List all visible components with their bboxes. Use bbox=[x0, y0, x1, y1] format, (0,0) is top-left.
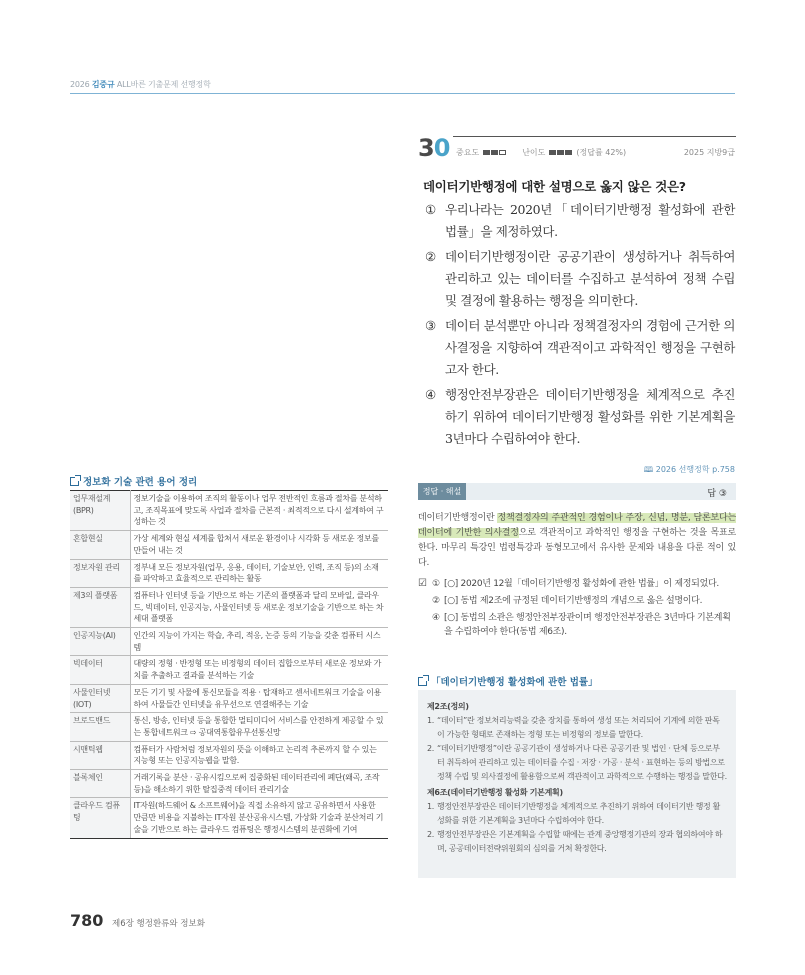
question-number-digit2: 0 bbox=[433, 134, 450, 162]
glossary-table bbox=[70, 490, 388, 839]
glossary-term: 인공지능(AI) bbox=[70, 628, 130, 656]
question-number bbox=[418, 134, 453, 162]
table-row bbox=[70, 798, 388, 838]
law-section-heading: 제6조(데이터기반행정 활성화 기본계획) bbox=[427, 788, 563, 797]
external-link-icon bbox=[70, 477, 79, 486]
law-item-text: 행정안전부장관은 기본계획을 수립할 때에는 관계 중앙행정기관의 장과 협의하여야 하며, 공공데이터전략위원회의 심의를 거쳐 확정한다. bbox=[437, 830, 723, 853]
glossary-desc: 컴퓨터나 인터넷 등을 기반으로 하는 기존의 플랫폼과 달리 모바일, 클라우드, 빅데이터, 인공지능, 사물인터넷 등 새로운 정보기술을 기반으로 하는 차세대 플랫폼 bbox=[130, 587, 388, 627]
glossary-title bbox=[70, 474, 197, 488]
glossary-desc: 통신, 방송, 인터넷 등을 통합한 멀티미디어 서비스를 안전하게 제공할 수 있는 통합네트워크 ⇨ 공대역통합유무선통신망 bbox=[130, 713, 388, 741]
law-title bbox=[418, 674, 598, 688]
glossary-desc: 가상 세계와 현실 세계를 합쳐서 새로운 환경이나 시각화 등 새로운 정보를 만들어 내는 것 bbox=[130, 531, 388, 559]
check-placeholder bbox=[418, 611, 432, 639]
glossary-term: 제3의 플랫폼 bbox=[70, 587, 130, 627]
chapter-title: 제6장 행정환류와 정보화 bbox=[112, 919, 205, 929]
glossary-term: 브로드밴드 bbox=[70, 713, 130, 741]
check-placeholder bbox=[418, 594, 432, 608]
glossary-desc: IT자원(하드웨어 & 소프트웨어)을 직접 소유하지 않고 공유하면서 사용한 만큼만 비용을 지불하는 IT자원 분산공유시스템, 가상화 기술과 분산처리 기술을 기반으로 하는 클라우드 컴퓨팅은 행정시스템의 분권화에 기여 bbox=[130, 798, 388, 838]
glossary-title-text: 정보화 기술 관련 용어 정리 bbox=[83, 477, 198, 488]
page-number: 780 bbox=[70, 911, 104, 930]
external-link-icon bbox=[418, 677, 427, 686]
law-section-heading: 제2조(정의) bbox=[427, 702, 469, 711]
option-4 bbox=[425, 384, 735, 450]
option-text: 데이터기반행정이란 공공기관이 생성하거나 취득하여 관리하고 있는 데이터를 수집하고 분석하여 정책 수립 및 결정에 활용하는 행정을 의미한다. bbox=[445, 249, 735, 308]
glossary-term: 업무재설계 (BPR) bbox=[70, 491, 130, 531]
answer-item-text: [○] 2020년 12월「데이터기반행정 활성화에 관한 법률」이 제정되었다. bbox=[444, 579, 719, 589]
glossary-desc: 대량의 정형 · 반정형 또는 비정형의 데이터 집합으로부터 새로운 정보와 가치를 추출하고 결과를 분석하는 기술 bbox=[130, 656, 388, 684]
law-item-text: 행정안전부장관은 데이터기반행정을 체계적으로 추진하기 위하여 데이터기반 행정 활성화를 위한 기본계획을 3년마다 수립하여야 한다. bbox=[437, 802, 721, 825]
option-mark: ④ bbox=[425, 387, 436, 402]
textbook-reference: 🕮 2026 선행정학 p.758 bbox=[643, 465, 735, 474]
answer-label: 답 ③ bbox=[707, 489, 727, 499]
glossary-desc: 정보기술을 이용하여 조직의 활동이나 업무 전반적인 흐름과 절차를 분석하고, 조직목표에 맞도록 사업과 절차를 근본적 · 최적적으로 다시 설계하여 구성하는 것 bbox=[130, 491, 388, 531]
glossary-term: 클라우드 컴퓨팅 bbox=[70, 798, 130, 838]
answer-item-1 bbox=[418, 577, 738, 591]
glossary-desc: 정부내 모든 정보자원(업무, 응용, 데이터, 기술보안, 인력, 조직 등)의 소재를 파악하고 효율적으로 관리하는 활동 bbox=[130, 559, 388, 587]
question-meta bbox=[456, 147, 626, 158]
law-item bbox=[427, 828, 727, 856]
question-stem: 데이터기반행정에 대한 설명으로 옳지 않은 것은? bbox=[423, 179, 686, 194]
option-text: 우리나라는 2020년「데이터기반행정 활성화에 관한 법률」을 제정하였다. bbox=[445, 202, 735, 239]
option-text: 행정안전부장관은 데이터기반행정을 체계적으로 추진하기 위하여 데이터기반행정 활성화를 위한 기본계획을 3년마다 수립하여야 한다. bbox=[445, 387, 735, 446]
importance-label: 중요도 bbox=[456, 148, 480, 157]
option-2 bbox=[425, 246, 735, 312]
law-item bbox=[427, 714, 727, 742]
running-head bbox=[70, 79, 211, 90]
table-row bbox=[70, 491, 388, 531]
difficulty-label: 난이도 bbox=[522, 148, 546, 157]
law-item bbox=[427, 742, 727, 784]
law-item-text: “데이터기반행정”이란 공공기관이 생성하거나 다른 공공기관 및 법인 · 단체 등으로부터 취득하여 관리하고 있는 데이터를 수집 · 저장 · 가공 · 분석 · 표현하는 등의 방법으로 정책 수립 및 의사결정에 활용함으로써 객관적이고 과학적으로 수행하는 행정을 말한다. bbox=[437, 744, 727, 781]
table-row bbox=[70, 684, 388, 712]
glossary-desc: 모든 기기 및 사물에 통신모듈을 적용 · 탑재하고 센서네트워크 기술을 이용하여 사물들간 인터넷을 유무선으로 연결해주는 기술 bbox=[130, 684, 388, 712]
option-mark: ② bbox=[425, 249, 436, 264]
running-head-year: 2026 bbox=[70, 80, 90, 89]
answer-item-num: ① bbox=[432, 579, 440, 589]
glossary-term: 블록체인 bbox=[70, 770, 130, 798]
glossary-desc: 인간의 지능이 가지는 학습, 추리, 적응, 논증 등의 기능을 갖춘 컴퓨터 시스템 bbox=[130, 628, 388, 656]
glossary-term: 정보자원 관리 bbox=[70, 559, 130, 587]
table-row bbox=[70, 531, 388, 559]
answer-item-num: ④ bbox=[432, 613, 440, 623]
table-row bbox=[70, 741, 388, 769]
law-title-text: 「데이터기반행정 활성화에 관한 법률」 bbox=[431, 677, 598, 688]
glossary-term: 사물인터넷 (IOT) bbox=[70, 684, 130, 712]
difficulty-bars bbox=[549, 150, 572, 155]
question-number-digit1: 3 bbox=[418, 134, 434, 162]
table-row bbox=[70, 559, 388, 587]
answer-item-text: [○] 동법 제2조에 규정된 데이터기반행정의 개념으로 옳은 설명이다. bbox=[444, 596, 703, 606]
glossary-term: 빅데이터 bbox=[70, 656, 130, 684]
law-box bbox=[418, 690, 736, 878]
question-options bbox=[425, 199, 735, 453]
law-item-num: 2. bbox=[427, 830, 435, 839]
running-head-author: 김중규 bbox=[91, 80, 115, 89]
law-item-num: 1. bbox=[427, 802, 435, 811]
table-row bbox=[70, 587, 388, 627]
option-mark: ③ bbox=[425, 318, 436, 333]
running-head-book: ALL바른 기출문제 선행정학 bbox=[116, 80, 211, 89]
table-row bbox=[70, 628, 388, 656]
answer-item-text: [○] 동법의 소관은 행정안전부장관이며 행정안전부장관은 3년마다 기본계획을 수립하여야 한다(동법 제6조). bbox=[444, 613, 731, 637]
answer-explanation bbox=[418, 511, 736, 571]
table-row bbox=[70, 713, 388, 741]
glossary-desc: 거래기록을 분산 · 공유시킴으로써 집중화된 데이터관리에 폐단(왜곡, 조작 등)을 해소하기 위한 탈집중적 데이터 관리기술 bbox=[130, 770, 388, 798]
answer-item-2 bbox=[418, 594, 738, 608]
option-mark: ① bbox=[425, 202, 436, 217]
answer-tag: 정답 · 해설 bbox=[418, 483, 466, 500]
explanation-text: 데이터기반행정이란 bbox=[418, 513, 498, 523]
option-3 bbox=[425, 315, 735, 381]
header-rule bbox=[70, 93, 735, 94]
law-item-num: 1. bbox=[427, 716, 435, 725]
check-icon: ☑ bbox=[418, 578, 427, 589]
law-item-text: “데이터”란 정보처리능력을 갖춘 장치를 통하여 생성 또는 처리되어 기계에 의한 판독이 가능한 형태로 존재하는 정형 또는 비정형의 정보를 말한다. bbox=[437, 716, 720, 739]
explanation-highlight: 정책결정자의 주관적인 경험이나 주장, 신념, 명분, 담론보다는 데이터에 기반한 의사결정 bbox=[418, 513, 736, 538]
question-source: 2025 지방9급 bbox=[683, 148, 735, 157]
law-item bbox=[427, 800, 727, 828]
table-row bbox=[70, 656, 388, 684]
glossary-term: 시맨틱웹 bbox=[70, 741, 130, 769]
table-row bbox=[70, 770, 388, 798]
law-item-num: 2. bbox=[427, 744, 435, 753]
importance-bars bbox=[483, 150, 506, 155]
option-text: 데이터 분석뿐만 아니라 정책결정자의 경험에 근거한 의사결정을 지향하여 객관적이고 과학적인 행정을 구현하고자 한다. bbox=[445, 318, 735, 377]
question-rule bbox=[418, 136, 736, 137]
option-1 bbox=[425, 199, 735, 243]
answer-item-4 bbox=[418, 611, 738, 639]
glossary-desc: 컴퓨터가 사람처럼 정보자원의 뜻을 이해하고 논리적 추론까지 할 수 있는 지능형 또는 인공지능웹을 말함. bbox=[130, 741, 388, 769]
answer-item-num: ② bbox=[432, 596, 440, 606]
answer-items bbox=[418, 577, 738, 642]
explanation-text: 으로 객관적이고 과학적인 행정을 구현하는 것을 목표로 한다. 마무리 특강인 법령특강과 동형모고에서 유사한 문제와 내용을 다룬 적이 있다. bbox=[418, 528, 736, 568]
glossary-term: 혼합현실 bbox=[70, 531, 130, 559]
correct-rate: (정답률 42%) bbox=[576, 148, 627, 157]
